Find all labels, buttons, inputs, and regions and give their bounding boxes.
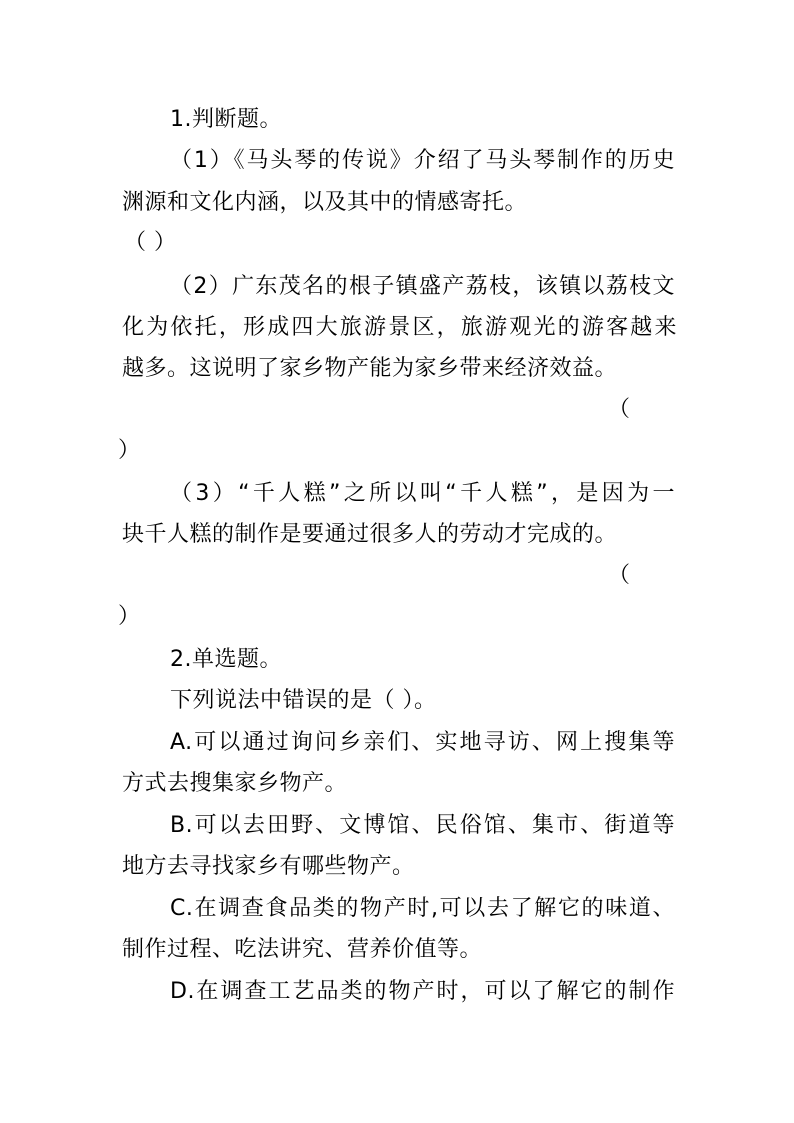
section2-heading: 2.单选题。 [170, 647, 282, 672]
q2-line1: （2）广东茂名的根子镇盛产荔枝，该镇以荔枝文 [170, 274, 675, 299]
option-c-line2: 制作过程、吃法讲究、营养价值等。 [122, 937, 483, 962]
q3-answer-open: （ [608, 563, 631, 588]
option-a-line1: A.可以通过询问乡亲们、实地寻访、网上搜集等 [170, 730, 675, 755]
option-b-line2: 地方去寻找家乡有哪些物产。 [122, 854, 415, 879]
q1-line1: （1）《马头琴的传说》介绍了马头琴制作的历史 [170, 148, 675, 173]
q3-line2: 块千人糕的制作是要通过很多人的劳动才完成的。 [122, 522, 618, 547]
option-b-line1: B.可以去田野、文博馆、民俗馆、集市、街道等 [170, 813, 675, 838]
q3-answer-close: ） [118, 604, 141, 629]
q1-line2: 渊源和文化内涵，以及其中的情感寄托。 [122, 190, 528, 215]
section1-heading: 1.判断题。 [170, 107, 282, 132]
option-a-line2: 方式去搜集家乡物产。 [122, 771, 348, 796]
q2-line2: 化为依托，形成四大旅游景区，旅游观光的游客越来 [122, 315, 677, 340]
q1-answer-blank: （ ） [124, 230, 177, 255]
section2-stem: 下列说法中错误的是（ ）。 [170, 688, 437, 713]
q3-line1: （3）“千人糕”之所以叫“千人糕”，是因为一 [170, 481, 675, 506]
q2-answer-close: ） [118, 438, 141, 463]
q2-line3: 越多。这说明了家乡物产能为家乡带来经济效益。 [122, 356, 618, 381]
option-c-line1: C.在调查食品类的物产时,可以去了解它的味道、 [170, 896, 675, 921]
option-d-line1: D.在调查工艺品类的物产时，可以了解它的制作 [170, 979, 675, 1004]
q2-answer-open: （ [608, 397, 631, 422]
